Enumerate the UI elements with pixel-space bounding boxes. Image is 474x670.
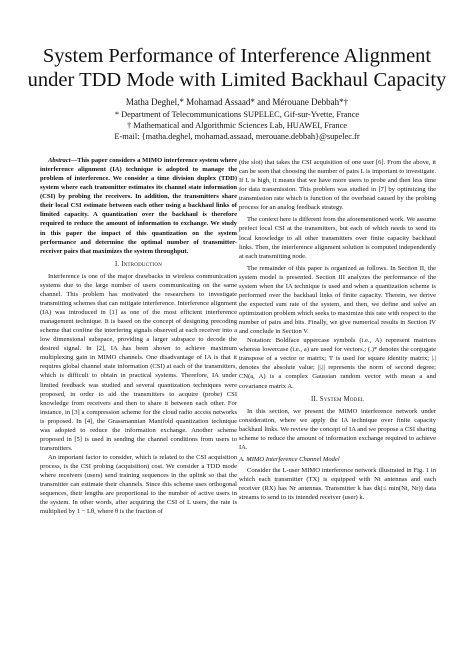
affiliation-2: † Mathematical and Algorithmic Sciences Lab, HUAWEI, France: [126, 121, 348, 130]
author-email: E-mail: {matha.deghel, mohamad.assaad, merouane.debbah}@supelec.fr: [114, 132, 360, 141]
system-model-paragraph-1: In this section, we present the MIMO interference network under consideration, where we apply the IA technique over finite capacity backhaul links. We review the concept of IA and we propose a CSI sharing scheme to reduce the amount of information exchange required to achieve IA.: [239, 407, 436, 451]
right-column: [239, 158, 436, 502]
abstract: [40, 156, 237, 256]
intro-paragraph-3: (the slot) that takes the CSI acquisition of one user [6]. From the above, it can be seen that choosing the number of pairs L is important to investigate. If L is high, it means that we have more users to probe and then less time for data transmission. This problem was studied in [7] by optimizing the transmission rate which is function of the overhead caused by the probing process for an analog feedback strategy.: [239, 159, 436, 212]
author-names: Matha Deghel,* Mohamad Assaad* and Mérouane Debbah*†: [125, 97, 349, 107]
author-block: [20, 97, 454, 142]
section-heading-introduction: I. Introduction: [114, 260, 163, 268]
left-column: [40, 156, 237, 516]
notation-paragraph: Notation: Boldface uppercase symbols (i.e., A) represent matrices whereas lowercase (i.e., a) are used for vectors.; (.)* denotes the conjugate transpose of a vector or matrix; 'I' is used for square identity matrix; |.| denotes the absolute value; ||.|| represents the norm of second degree; CN(a, A) is a complex Gaussian random vector with mean a and covariance matrix A.: [239, 337, 436, 390]
section-heading-system-model: II. System Model: [311, 395, 364, 403]
title-line-1: System Performance of Interference Alignment: [42, 45, 432, 67]
intro-paragraph-2: An important factor to consider, which is related to the CSI acquisition process, is the CSI probing (acquisition) cost. We consider a TDD mode where receivers (users) send training sequences in the uplink so that the transmitter can estimate their channels. Since this scheme uses orthogonal sequences, their lengths are proportional to the number of active users in the system. In other words, after acquiring the CSI of L users, the rate is multiplied by 1 − Lθ, where θ is the fraction of: [40, 454, 237, 516]
abstract-text: —This paper considers a MIMO interference system where interference alignment (IA) technique is adopted to manage the problem of interference. We consider a time division duplex (TDD) system where each transmitter estimates its channel state information (CSI) by probing the receivers. In addition, the transmitters share their local CSI estimate between each other using a backhaul links of limited capacity. A quantization over the backhaul is therefore required to reduce the amount of information to exchange. We study in this paper the impact of this quantization on the system performance and determine the optimal number of transmitter-receiver pairs that maximizes the system throughput.: [40, 157, 237, 255]
abstract-label: Abstract: [48, 157, 71, 164]
title-line-2: under TDD Mode with Limited Backhaul Capacity: [27, 69, 447, 91]
intro-paragraph-1: Interference is one of the major drawbacks in wireless communication systems due to the large number of users communicating on the same channel. This problem has motivated the researchers to investigate transmitting schemes that can mitigate interference. Interference alignment (IA) was introduced in [1] as one of the most efficient interference management technique. It is based on the concept of designing precoding scheme that confine the interfering signals observed at each receiver into a low dimensional subspace, providing a larger subspace to decode the desired signal. In [2], IA has been shown to achieve maximum multiplexing gain in MIMO channels. One disadvantage of IA is that it requires global channel state information (CSI) at each of the transmitters, which is difficult to obtain in practical systems. Therefore, IA under limited feedback was studied and several quantization techniques were proposed, in order to aid the transmitters to acquire (probe) CSI knowledge from receivers and then to share it between each other. For instance, in [3] a compression scheme for the cloud radio access networks is proposed. In [4], the Grassmannian Manifold quantization technique was adopted to reduce the information exchange. Another scheme proposed in [5] is used in sending the channel conditions from users to transmitters.: [40, 272, 237, 452]
affiliation-1: * Department of Telecommunications SUPELEC, Gif-sur-Yvette, France: [114, 110, 360, 119]
subsection-heading-mimo-channel: A. MIMO Interference Channel Model: [239, 455, 340, 463]
paper-title: [20, 44, 454, 92]
intro-paragraph-5: The remainder of this paper is organized as follows. In Section II, the system model is presented. Section III analyzes the performance of the system when the IA technique is used and when a quantization scheme is performed over the backhaul links of finite capacity. Therein, we derive the expected sum rate of the system, and then, we define and solve an optimization problem which seeks to maximize this rate with respect to the number of pairs and bits. Finally, we give numerical results in Section IV and conclude in Section V.: [239, 264, 436, 336]
system-model-paragraph-2: Consider the L-user MIMO interference network illustrated in Fig. 1 in which each transmitter (TX) is equipped with Nt antennas and each receiver (RX) has Nr antennas. Transmitter k has dk(≤ min(Nt, Nr)) data streams to send to its intended receiver (user) k.: [239, 467, 436, 502]
intro-paragraph-4: The context here is different from the aforementioned work. We assume prefect local CSI at the transmitters, but each of which needs to send its local knowledge to all other transmitters over finite capacity backhaul links. Then, the interference alignment solution is computed independently at each transmitting node.: [239, 216, 436, 260]
